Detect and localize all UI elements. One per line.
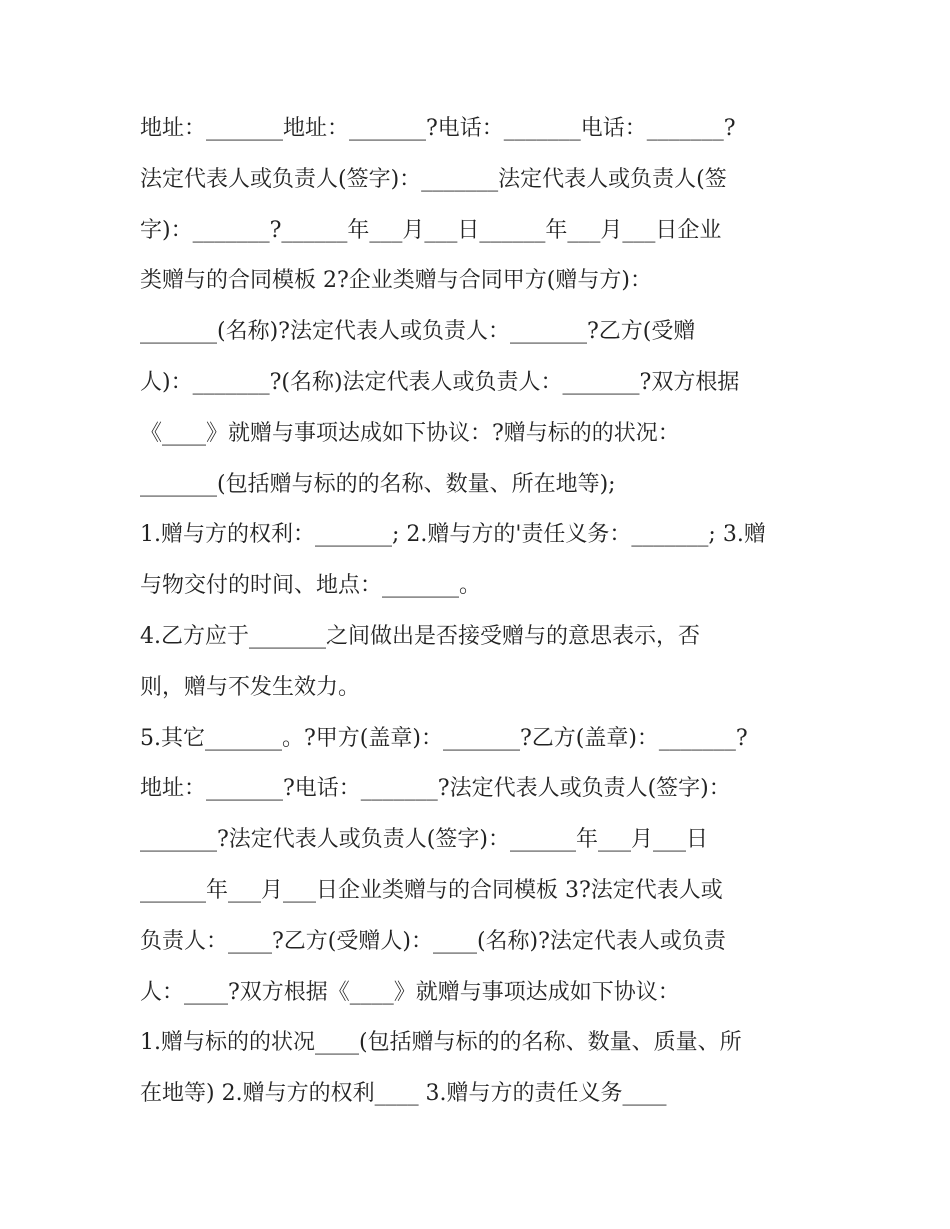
- text-line-13: 5.其它_______。?甲方(盖章)：_______?乙方(盖章)：_______?: [140, 725, 748, 751]
- text-line-12: 则，赠与不发生效力。: [140, 674, 361, 700]
- text-line-14: 地址：_______?电话：_______?法定代表人或负责人(签字)：: [140, 776, 731, 802]
- text-line-17: 负责人：____?乙方(受赠人)：____(名称)?法定代表人或负责: [140, 928, 726, 954]
- text-line-8: _______(包括赠与标的的名称、数量、所在地等);: [140, 471, 616, 497]
- text-line-9: 1.赠与方的权利：_______; 2.赠与方的'责任义务：_______; 3.赠: [140, 522, 766, 548]
- text-line-3: 字)：_______?______年___月___日______年___月___日企业: [140, 217, 722, 243]
- text-line-16: ______年___月___日企业类赠与的合同模板 3?法定代表人或: [140, 877, 723, 903]
- text-line-1: 地址：_______地址：_______?电话：_______电话：_______?: [140, 116, 736, 141]
- text-line-4: 类赠与的合同模板 2?企业类赠与合同甲方(赠与方)：: [140, 268, 652, 294]
- text-line-2: 法定代表人或负责人(签字)：_______法定代表人或负责人(签: [140, 166, 727, 192]
- text-line-6: 人)：_______?(名称)法定代表人或负责人：_______?双方根据: [140, 369, 740, 395]
- text-line-11: 4.乙方应于_______之间做出是否接受赠与的意思表示，否: [140, 623, 700, 649]
- text-line-18: 人：____?双方根据《____》就赠与事项达成如下协议：: [140, 979, 680, 1005]
- text-line-5: _______(名称)?法定代表人或负责人：_______?乙方(受赠: [140, 319, 696, 345]
- text-line-19: 1.赠与标的的状况____(包括赠与标的的名称、数量、质量、所: [140, 1030, 742, 1056]
- text-line-7: 《____》就赠与事项达成如下协议：?赠与标的的状况：: [140, 420, 680, 446]
- text-line-20: 在地等) 2.赠与方的权利____ 3.赠与方的责任义务____: [140, 1081, 667, 1107]
- text-line-15: _______?法定代表人或负责人(签字)：______年___月___日: [140, 827, 708, 853]
- text-line-10: 与物交付的时间、地点：_______。: [140, 573, 482, 599]
- document-page: [140, 104, 820, 1120]
